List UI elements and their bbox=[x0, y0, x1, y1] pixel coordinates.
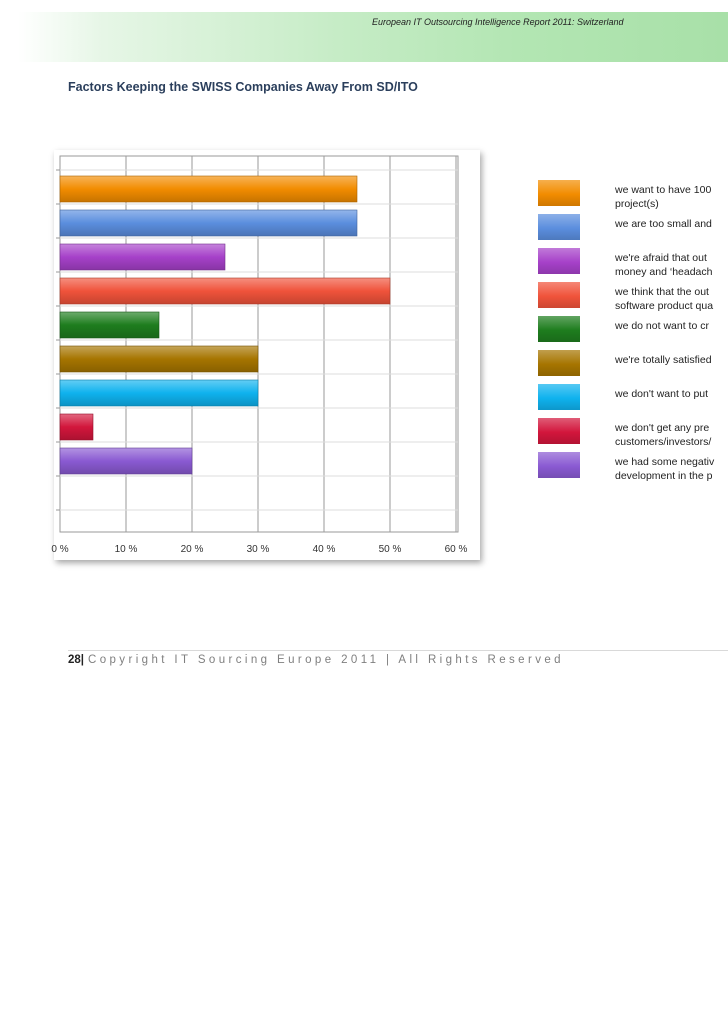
report-title: European IT Outsourcing Intelligence Report 2011: Switzerland bbox=[372, 17, 624, 27]
legend-swatch bbox=[538, 180, 580, 206]
bar bbox=[60, 448, 192, 474]
legend-swatch bbox=[538, 282, 580, 308]
bar bbox=[60, 380, 258, 406]
footer bbox=[68, 654, 564, 666]
legend-label: we're totally satisfied bbox=[615, 354, 712, 366]
bar bbox=[60, 210, 357, 236]
page-number: 28 bbox=[68, 654, 81, 666]
footer-rule bbox=[68, 650, 728, 651]
legend-swatch bbox=[538, 452, 580, 478]
bar bbox=[60, 414, 93, 440]
bar bbox=[60, 244, 225, 270]
chart-frame bbox=[51, 150, 480, 560]
footer-separator: | bbox=[80, 654, 85, 666]
x-tick-label: 50 % bbox=[378, 544, 402, 555]
bar-chart bbox=[51, 150, 480, 560]
legend-swatch bbox=[538, 316, 580, 342]
x-tick-label: 30 % bbox=[246, 544, 270, 555]
bar bbox=[60, 346, 258, 372]
legend-label: we had some negativ development in the p bbox=[615, 456, 715, 482]
legend-swatch bbox=[538, 418, 580, 444]
legend-label: we do not want to cr bbox=[615, 320, 709, 332]
legend-label: we don't get any pre customers/investors/ bbox=[615, 422, 712, 448]
legend-label: we are too small and bbox=[615, 218, 712, 230]
section-title: Factors Keeping the SWISS Companies Away From SD/ITO bbox=[68, 80, 418, 94]
copyright-text: Copyright IT Sourcing Europe 2011 | All Rights Reserved bbox=[88, 654, 564, 666]
legend-label: we don't want to put bbox=[615, 388, 709, 400]
legend-label: we want to have 100 project(s) bbox=[615, 184, 712, 210]
x-tick-label: 60 % bbox=[444, 544, 468, 555]
legend-label: we think that the out software product qua bbox=[615, 286, 714, 312]
x-tick-label: 40 % bbox=[312, 544, 336, 555]
legend-swatch bbox=[538, 214, 580, 240]
x-tick-label: 20 % bbox=[180, 544, 204, 555]
legend-swatch bbox=[538, 248, 580, 274]
legend-swatch bbox=[538, 350, 580, 376]
bar bbox=[60, 176, 357, 202]
legend-swatch bbox=[538, 384, 580, 410]
bar bbox=[60, 312, 159, 338]
x-tick-label: 10 % bbox=[114, 544, 138, 555]
x-tick-label: 0 % bbox=[51, 544, 69, 555]
legend-label: we're afraid that out money and ‘headach bbox=[615, 252, 713, 278]
bar bbox=[60, 278, 390, 304]
